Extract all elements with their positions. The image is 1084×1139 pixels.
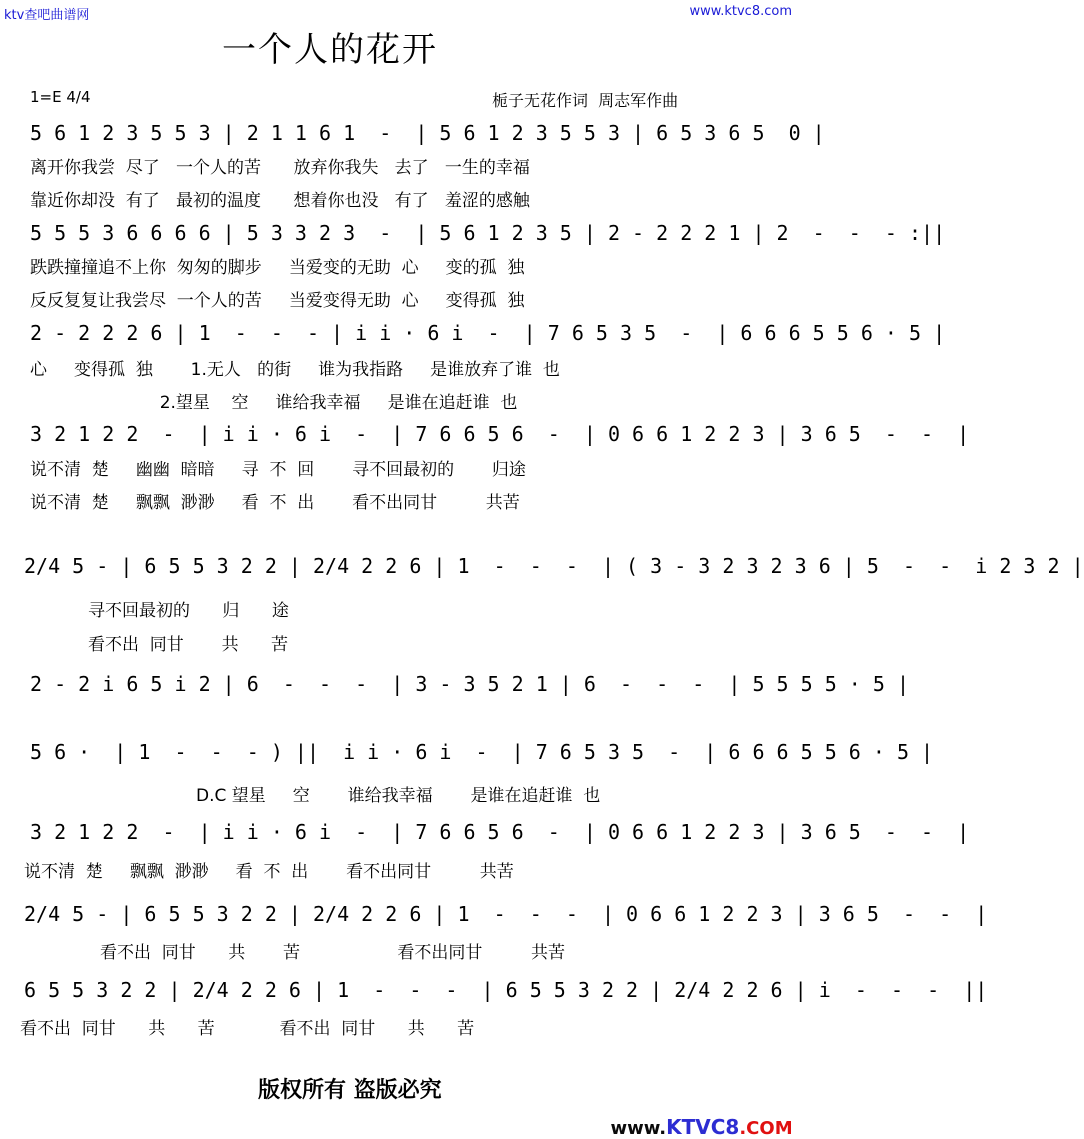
lyric-line: 2.望星 空 谁给我幸福 是谁在追赶谁 也: [30, 393, 518, 413]
lyric-line: 跌跌撞撞追不上你 匆匆的脚步 当爱变的无助 心 变的孤 独: [30, 258, 525, 278]
notation-line: 3 2 1 2 2 - | i i · 6 i - | 7 6 6 5 6 - | 0 6 6 1 2 2 3 | 3 6 5 - - |: [30, 422, 970, 446]
lyric-line: 离开你我尝 尽了 一个人的苦 放弃你我失 去了 一生的幸福: [30, 158, 530, 178]
key-signature: 1=E 4/4: [30, 88, 91, 106]
notation-line: 6 5 5 3 2 2 | 2/4 2 2 6 | 1 - - - | 6 5 5 3 2 2 | 2/4 2 2 6 | i - - - ||: [24, 978, 988, 1002]
notation-line: 2 - 2 i 6 5 i 2 | 6 - - - | 3 - 3 5 2 1 | 6 - - - | 5 5 5 5 · 5 |: [30, 672, 909, 696]
notation-line: 2 - 2 2 2 6 | 1 - - - | i i · 6 i - | 7 6 5 3 5 - | 6 6 6 5 5 6 · 5 |: [30, 321, 946, 345]
watermark-bottom-brand: KTVC8: [666, 1115, 740, 1139]
lyric-line: 说不清 楚 飘飘 渺渺 看 不 出 看不出同甘 共苦: [24, 862, 514, 882]
lyric-line: 看不出 同甘 共 苦 看不出同甘 共苦: [100, 943, 565, 963]
watermark-bottom-prefix: www.: [610, 1118, 667, 1139]
lyric-line: 说不清 楚 飘飘 渺渺 看 不 出 看不出同甘 共苦: [30, 493, 520, 513]
watermark-top-right: www.ktvc8.com: [689, 4, 792, 19]
notation-line: 2/4 5 - | 6 5 5 3 2 2 | 2/4 2 2 6 | 1 - - - | 0 6 6 1 2 2 3 | 3 6 5 - - |: [24, 902, 988, 926]
notation-line: 5 6 1 2 3 5 5 3 | 2 1 1 6 1 - | 5 6 1 2 3 5 5 3 | 6 5 3 6 5 0 |: [30, 121, 825, 145]
lyric-line: 反反复复让我尝尽 一个人的苦 当爱变得无助 心 变得孤 独: [30, 291, 525, 311]
notation-line: 2/4 5 - | 6 5 5 3 2 2 | 2/4 2 2 6 | 1 - - - | ( 3 - 3 2 3 2 3 6 | 5 - - i 2 3 2 |: [24, 554, 1084, 578]
watermark-bottom-suffix: .COM: [739, 1118, 793, 1139]
lyric-line: 靠近你却没 有了 最初的温度 想着你也没 有了 羞涩的感触: [30, 191, 530, 211]
notation-line: 5 6 · | 1 - - - ) || i i · 6 i - | 7 6 5 3 5 - | 6 6 6 5 5 6 · 5 |: [30, 740, 934, 764]
lyric-line: 寻不回最初的 归 途: [88, 601, 289, 621]
watermark-top-left: ktv查吧曲谱网: [4, 8, 90, 23]
lyric-line: 看不出 同甘 共 苦 看不出 同甘 共 苦: [20, 1019, 475, 1039]
lyric-line: 看不出 同甘 共 苦: [88, 635, 289, 655]
song-credits: 栀子无花作词 周志军作曲: [492, 91, 679, 110]
notation-line: 3 2 1 2 2 - | i i · 6 i - | 7 6 6 5 6 - | 0 6 6 1 2 2 3 | 3 6 5 - - |: [30, 820, 970, 844]
copyright-notice: 版权所有 盗版必究: [258, 1078, 442, 1103]
lyric-line: 说不清 楚 幽幽 暗暗 寻 不 回 寻不回最初的 归途: [30, 460, 526, 480]
lyric-line: D.C 望星 空 谁给我幸福 是谁在追赶谁 也: [196, 786, 601, 806]
watermark-bottom: [598, 1094, 793, 1139]
lyric-line: 心 变得孤 独 1.无人 的街 谁为我指路 是谁放弃了谁 也: [30, 360, 560, 380]
notation-line: 5 5 5 3 6 6 6 6 | 5 3 3 2 3 - | 5 6 1 2 3 5 | 2 - 2 2 2 1 | 2 - - - :||: [30, 221, 946, 245]
song-title: 一个人的花开: [222, 30, 438, 70]
